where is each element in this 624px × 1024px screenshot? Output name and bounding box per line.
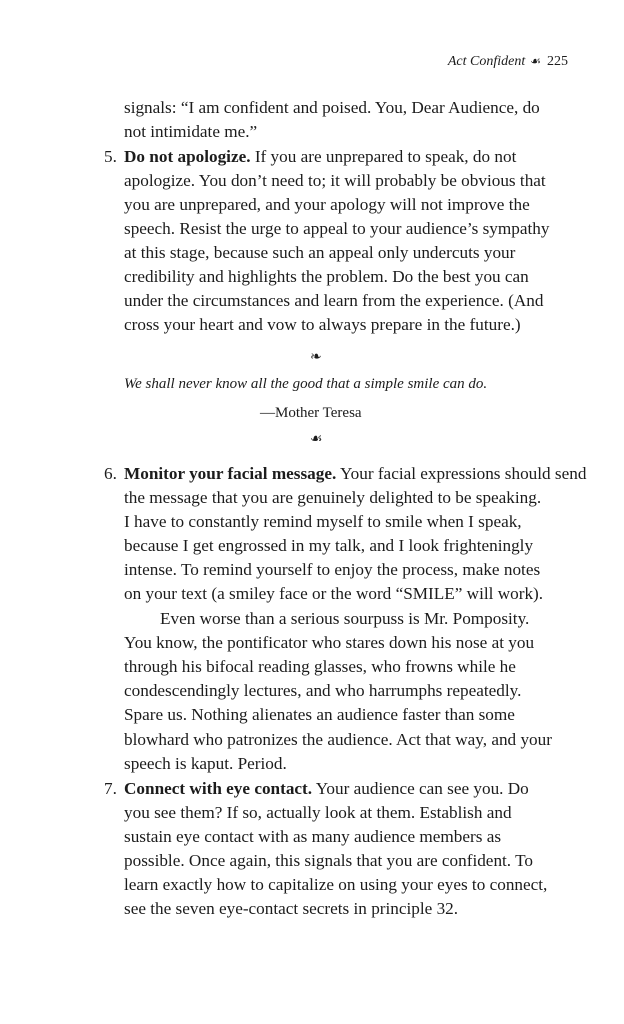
running-title: Act Confident — [447, 54, 526, 69]
text-line: Spare us. Nothing alienates an audience faster than some — [124, 705, 515, 724]
text-line: blowhard who patronizes the audience. Act that way, and your — [124, 730, 552, 749]
epigraph-quote: We shall never know all the good that a simple smile can do. — [124, 376, 488, 392]
item-title: Monitor your facial message. — [124, 464, 337, 483]
text-line: under the circumstances and learn from the experience. (And — [124, 291, 544, 310]
text-line: sustain eye contact with as many audience members as — [124, 827, 502, 846]
list-item-first-line — [124, 777, 529, 801]
running-head — [448, 54, 568, 70]
text-line: learn exactly how to capitalize on using your eyes to connect, — [124, 875, 548, 894]
text-line: the message that you are genuinely delighted to be speaking. — [124, 488, 542, 507]
text-line: cross your heart and vow to always prepare in the future.) — [124, 315, 521, 334]
text-line: intense. To remind yourself to enjoy the process, make notes — [124, 560, 541, 579]
text-line: on your text (a smiley face or the word “SMILE” will work). — [124, 584, 544, 603]
list-item-first-line — [124, 462, 586, 486]
item-text: Your audience can see you. Do — [312, 779, 529, 798]
text-line: you see them? If so, actually look at them. Establish and — [124, 803, 512, 822]
text-line: speech. Resist the urge to appeal to your audience’s sympathy — [124, 219, 550, 238]
fleuron-icon: ☙ — [530, 54, 541, 68]
item-title: Connect with eye contact. — [124, 779, 313, 798]
text-line: at this stage, because such an appeal only undercuts your — [124, 243, 516, 262]
text-line: apologize. You don’t need to; it will probably be obvious that — [124, 171, 546, 190]
list-number: 7. — [104, 779, 117, 798]
list-number: 5. — [104, 147, 117, 166]
item-text: If you are unprepared to speak, do not — [250, 147, 517, 166]
text-line: through his bifocal reading glasses, who frowns while he — [124, 657, 516, 676]
text-line: I have to constantly remind myself to smile when I speak, — [124, 512, 522, 531]
fleuron-icon: ☙ — [310, 432, 323, 447]
epigraph-attribution: —Mother Teresa — [260, 405, 362, 421]
text-line: credibility and highlights the problem. Do the best you can — [124, 267, 529, 286]
page-number: 225 — [547, 54, 568, 69]
text-line: speech is kaput. Period. — [124, 754, 287, 773]
item-text: Your facial expressions should send — [336, 464, 587, 483]
text-line: see the seven eye-contact secrets in principle 32. — [124, 899, 459, 918]
text-line: You know, the pontificator who stares down his nose at you — [124, 633, 535, 652]
fleuron-icon: ❧ — [310, 350, 322, 365]
list-number: 6. — [104, 464, 117, 483]
text-line: because I get engrossed in my talk, and I look frighteningly — [124, 536, 534, 555]
text-line: signals: “I am confident and poised. You, Dear Audience, do — [124, 98, 540, 117]
text-line: possible. Once again, this signals that you are confident. To — [124, 851, 533, 870]
text-line: you are unprepared, and your apology will not improve the — [124, 195, 530, 214]
list-item-first-line — [124, 145, 516, 169]
text-line: not intimidate me.” — [124, 122, 258, 141]
text-line: condescendingly lectures, and who harrumphs repeatedly. — [124, 681, 522, 700]
item-title: Do not apologize. — [124, 147, 251, 166]
text-line: Even worse than a serious sourpuss is Mr. Pomposity. — [160, 609, 530, 628]
